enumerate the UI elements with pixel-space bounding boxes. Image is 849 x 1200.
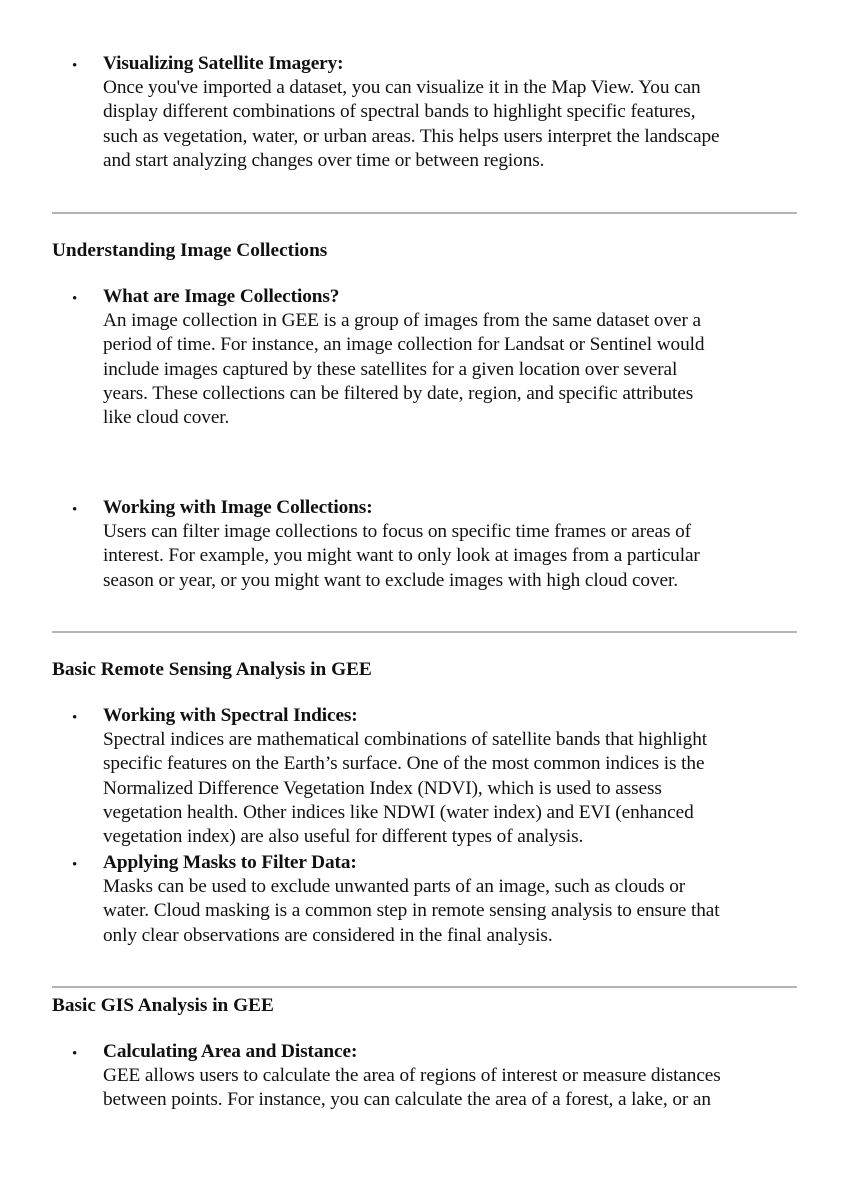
- item-body-line: Normalized Difference Vegetation Index (NDVI), which is used to assess: [103, 777, 662, 799]
- item-title: Working with Spectral Indices:: [103, 705, 358, 726]
- item-title: Visualizing Satellite Imagery:: [103, 53, 344, 74]
- bullet-marker: •: [72, 710, 78, 726]
- item-body-line: include images captured by these satellites for a given location over several: [103, 358, 678, 380]
- bullet-marker: •: [72, 1046, 78, 1062]
- section-divider: [52, 631, 797, 633]
- list-item: [103, 851, 803, 948]
- item-body-line: interest. For example, you might want to only look at images from a particular: [103, 545, 700, 567]
- bullet-marker: •: [72, 58, 78, 74]
- item-body-line: only clear observations are considered in the final analysis.: [103, 924, 553, 946]
- item-body-line: specific features on the Earth’s surface. One of the most common indices is the: [103, 753, 705, 775]
- item-body-line: vegetation index) are also useful for different types of analysis.: [103, 826, 584, 848]
- item-body-line: water. Cloud masking is a common step in remote sensing analysis to ensure that: [103, 900, 720, 922]
- section-divider: [52, 212, 797, 214]
- section-heading: Understanding Image Collections: [52, 240, 328, 261]
- item-body-line: An image collection in GEE is a group of images from the same dataset over a: [103, 310, 701, 332]
- item-body-line: period of time. For instance, an image collection for Landsat or Sentinel would: [103, 334, 705, 356]
- item-body-line: and start analyzing changes over time or between regions.: [103, 149, 545, 171]
- item-title: Applying Masks to Filter Data:: [103, 852, 357, 873]
- bullet-marker: •: [72, 502, 78, 518]
- section-heading: Basic Remote Sensing Analysis in GEE: [52, 659, 372, 680]
- item-body-line: Spectral indices are mathematical combinations of satellite bands that highlight: [103, 729, 708, 751]
- item-body-line: vegetation health. Other indices like NDWI (water index) and EVI (enhanced: [103, 801, 694, 823]
- item-body-line: such as vegetation, water, or urban areas. This helps users interpret the landscape: [103, 125, 720, 147]
- item-body-line: between points. For instance, you can calculate the area of a forest, a lake, or an: [103, 1089, 711, 1111]
- list-item: [103, 1040, 803, 1113]
- item-body-line: GEE allows users to calculate the area of regions of interest or measure distances: [103, 1065, 721, 1087]
- item-body-line: years. These collections can be filtered by date, region, and specific attributes: [103, 382, 694, 404]
- section-heading: Basic GIS Analysis in GEE: [52, 995, 274, 1016]
- item-body-line: Once you've imported a dataset, you can visualize it in the Map View. You can: [103, 77, 701, 99]
- list-item: [103, 496, 803, 593]
- item-body-line: display different combinations of spectral bands to highlight specific features,: [103, 101, 696, 123]
- item-body-line: like cloud cover.: [103, 407, 230, 429]
- section-divider: [52, 986, 797, 988]
- list-item: [103, 285, 803, 430]
- item-title: Working with Image Collections:: [103, 497, 373, 518]
- list-item: [103, 52, 803, 173]
- item-body-line: Masks can be used to exclude unwanted parts of an image, such as clouds or: [103, 876, 686, 898]
- item-body-line: Users can filter image collections to focus on specific time frames or areas of: [103, 521, 691, 543]
- item-title: What are Image Collections?: [103, 286, 340, 307]
- list-item: [103, 704, 803, 849]
- bullet-marker: •: [72, 291, 78, 307]
- bullet-marker: •: [72, 857, 78, 873]
- item-body-line: season or year, or you might want to exclude images with high cloud cover.: [103, 569, 678, 591]
- item-title: Calculating Area and Distance:: [103, 1041, 358, 1062]
